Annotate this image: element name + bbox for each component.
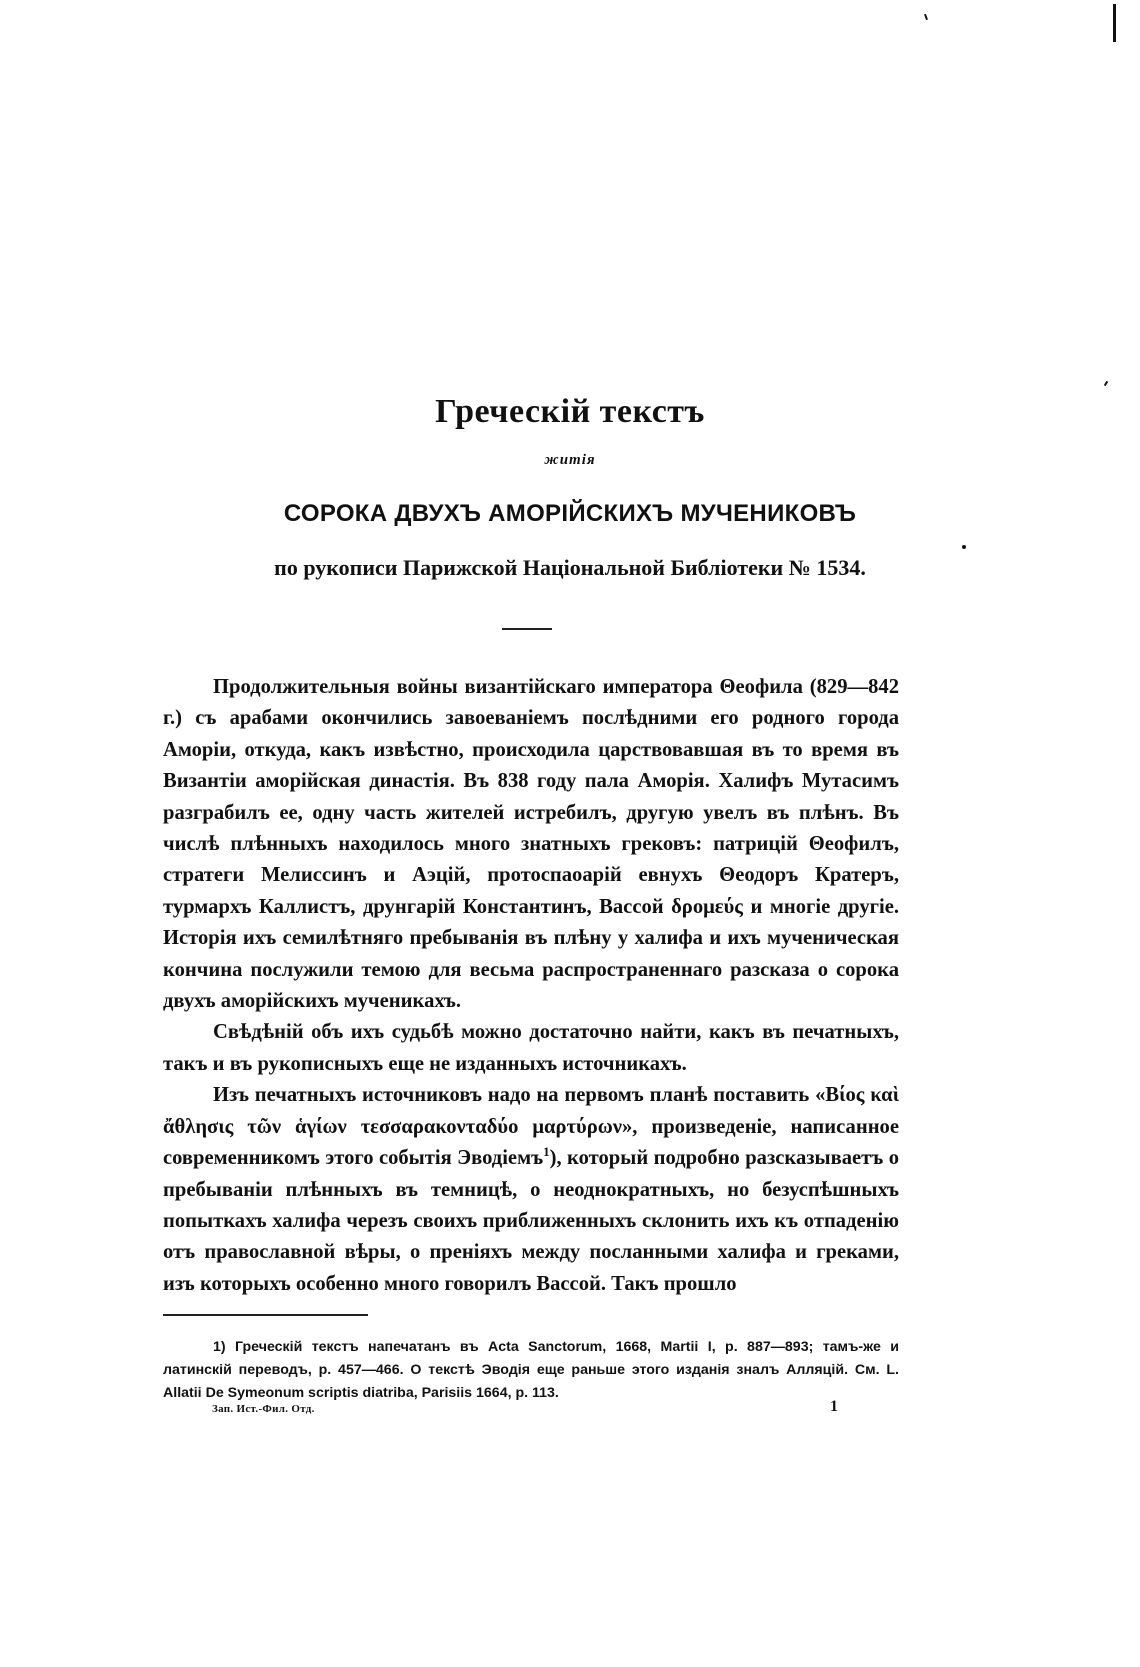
footnote-rule	[163, 1314, 368, 1316]
title-divider	[502, 628, 552, 630]
page-subtitle: житія	[544, 452, 596, 468]
paragraph-text: Изъ печатныхъ источниковъ надо на первомъ планѣ поставить «Βίος καὶ ἄθλησις τῶν ἁγίων τεσσαρακονταδύο μαρτύρων», произведеніе, написанное современникомъ этого событія Эводіемъ	[163, 1084, 899, 1170]
paragraph-text: ), который подробно разсказываетъ о пребываніи плѣнныхъ въ темницѣ, о неоднократныхъ, но безуспѣшныхъ попыткахъ халифа черезъ своихъ приближенныхъ склонить ихъ къ отпаденію отъ православной вѣры, о преніяхъ между посланными халифа и греками, изъ которыхъ особенно много говорилъ Вассой. Такъ прошло	[163, 1147, 899, 1295]
page-title: Греческій текстъ	[435, 393, 705, 430]
paragraph: Продолжительныя войны византійскаго императора Θеофила (829—842 г.) съ арабами окончились завоеваніемъ послѣдними его родного города Аморіи, откуда, какъ извѣстно, происходила царствовавшая въ то время въ Византіи аморійская династія. Въ 838 году пала Аморія. Халифъ Мутасимъ разграбилъ ее, одну часть жителей истребилъ, другую увелъ въ плѣнъ. Въ числѣ плѣнныхъ находилось много знатныхъ грековъ: патрицій Θеофилъ, стратеги Мелиссинъ и Аэцій, протоспаоарій евнухъ Θеодоръ Кратеръ, турмархъ Каллистъ, друнгарій Константинъ, Вассой δρομεύς и многіе другіе. Исторія ихъ семилѣтняго пребыванія въ плѣну у халифа и ихъ мученическая кончина послужили темою для весьма распространеннаго разсказа о сорока двухъ аморійскихъ мученикахъ.	[163, 676, 899, 1013]
manuscript-source: по рукописи Парижской Національной Библіотеки № 1534.	[274, 555, 866, 580]
scan-edge-mark	[1113, 4, 1116, 42]
paragraph: Свѣдѣній объ ихъ судьбѣ можно достаточно найти, какъ въ печатныхъ, такъ и въ рукописныхъ еще не изданныхъ источникахъ.	[163, 1021, 899, 1075]
main-text	[163, 672, 899, 1300]
signature-mark: Зап. Ист.-Фил. Отд.	[212, 1403, 315, 1415]
scan-speck	[962, 545, 966, 549]
work-heading: СОРОКА ДВУХЪ АМОРІЙСКИХЪ МУЧЕНИКОВЪ	[283, 500, 857, 527]
footnote-ref: 1	[543, 1144, 550, 1160]
scan-speck	[924, 14, 928, 20]
footnote: 1) Греческій текстъ напечатанъ въ Acta Sanctorum, 1668, Martii I, p. 887—893; тамъ-же и латинскій переводъ, p. 457—466. О текстѣ Эводія еще раньше этого изданія зналъ Алляцій. См. L. Allatii De Symeonum scriptis diatriba, Parisiis 1664, p. 113.	[163, 1339, 899, 1401]
paragraph	[163, 1080, 899, 1300]
page-number: 1	[830, 1398, 838, 1415]
scan-speck	[1104, 381, 1108, 386]
